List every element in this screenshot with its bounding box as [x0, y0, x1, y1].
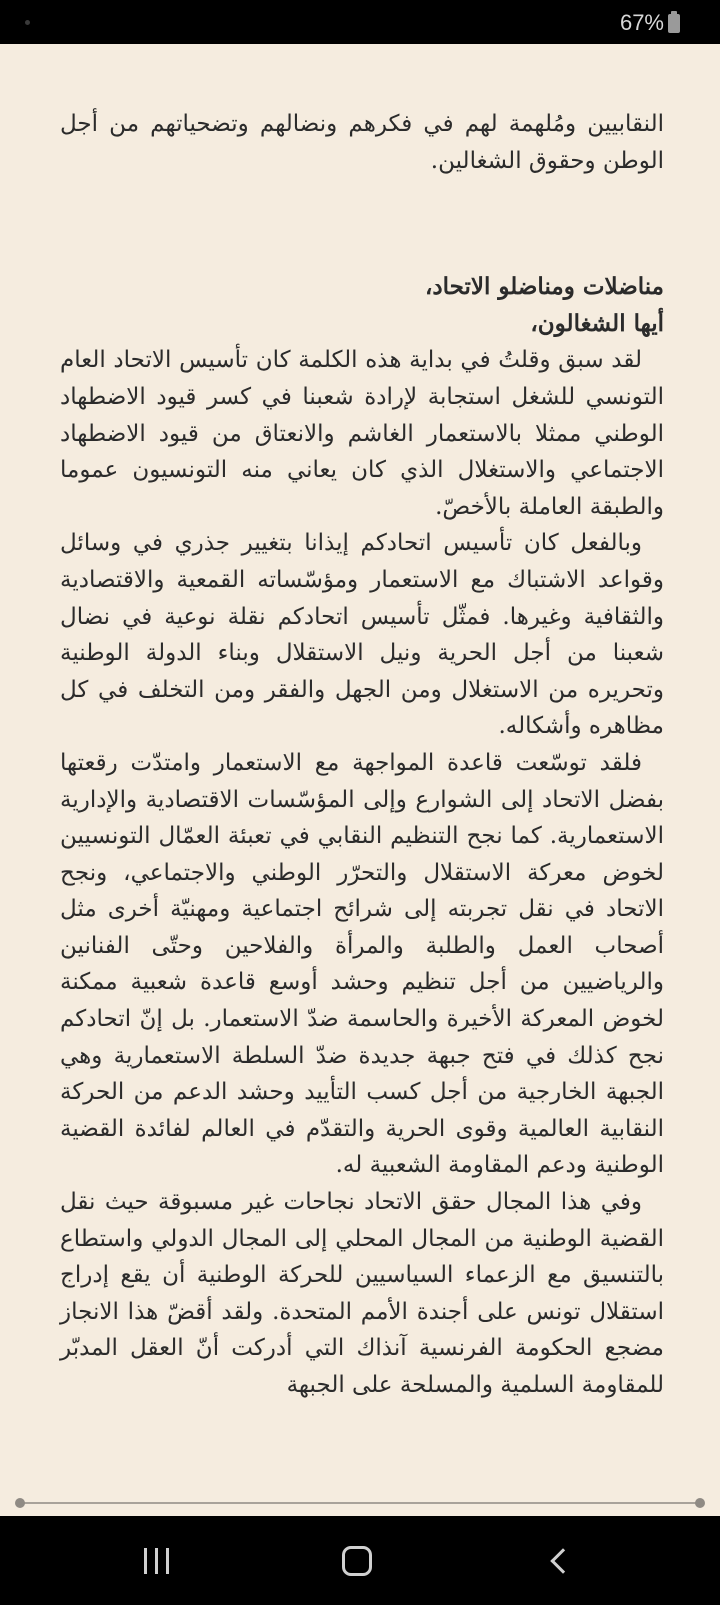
navigation-bar: [0, 1516, 720, 1605]
paragraph-1: لقد سبق وقلتُ في بداية هذه الكلمة كان تأسيس الاتحاد العام التونسي للشغل استجابة لإرادة شعبنا في كسر قيود الاضطهاد الوطني ممثلا بالاستعمار الغاشم والانعتاق من قيود الاضطهاد الاجتماعي والاستغلال الذي كان يعاني منه التونسيون عموما والطبقة العاملة بالأخصّ.: [60, 347, 664, 520]
article-text: [60, 106, 664, 1404]
paragraph-4: وفي هذا المجال حقق الاتحاد نجاحات غير مسبوقة حيث نقل القضية الوطنية من المجال المحلي إلى المجال الدولي واستطاع بالتنسيق مع الزعماء السياسيين للحركة الوطنية أن يقع إدراج استقلال تونس على أجندة الأمم المتحدة. ولقد أقضّ هذا الانجاز مضجع الحكومة الفرنسية آنذاك التي أدركت أنّ العقل المدبّر للمقاومة السلمية والمسلحة على الجبهة: [60, 1189, 664, 1398]
status-bar: [0, 0, 720, 44]
intro-paragraph: النقابيين ومُلهمة لهم في فكرهم ونضالهم وتضحياتهم من أجل الوطن وحقوق الشغالين.: [60, 111, 664, 174]
paragraph-2: وبالفعل كان تأسيس اتحادكم إيذانا بتغيير جذري في وسائل وقواعد الاشتباك مع الاستعمار ومؤسّساته القمعية والاقتصادية والثقافية وغيرها. فمثّل تأسيس اتحادكم نقلة نوعية في نضال شعبنا من أجل الحرية ونيل الاستقلال وبناء الدولة الوطنية وتحريره من الاستغلال ومن الجهل والفقر ومن التخلف في كل مظاهره وأشكاله.: [60, 530, 664, 740]
progress-end-marker[interactable]: [695, 1498, 705, 1508]
battery-percentage: 67%: [619, 10, 664, 35]
section-gap: [60, 179, 664, 269]
reading-progress-bar[interactable]: [17, 1498, 703, 1508]
home-button[interactable]: [327, 1538, 387, 1584]
progress-start-marker: [15, 1498, 25, 1508]
battery-icon: [668, 14, 680, 33]
notification-dot-icon: [25, 20, 30, 25]
greeting-line-1: مناضلات ومناضلو الاتحاد،: [424, 273, 664, 301]
recents-button[interactable]: [126, 1538, 186, 1584]
back-icon: [550, 1548, 575, 1573]
reader-page[interactable]: [0, 44, 720, 1516]
paragraph-3: فلقد توسّعت قاعدة المواجهة مع الاستعمار وامتدّت رقعتها بفضل الاتحاد إلى الشوارع وإلى المؤسّسات الاقتصادية والإدارية الاستعمارية. كما نجح التنظيم النقابي في تعبئة العمّال التونسيين لخوض معركة الاستقلال والتحرّر الوطني والاجتماعي، ونجح الاتحاد في نقل تجربته إلى شرائح اجتماعية ومهنيّة أخرى مثل أصحاب العمل والطلبة والمرأة والفلاحين وحتّى الفنانين والرياضيين من أجل تنظيم وحشد أوسع قاعدة شعبية ممكنة لخوض المعركة الأخيرة والحاسمة ضدّ الاستعمار. بل إنّ اتحادكم نجح كذلك في فتح جبهة جديدة ضدّ السلطة الاستعمارية وهي الجبهة الخارجية من أجل كسب التأييد وحشد الدعم من الحركة النقابية العالمية وقوى الحرية والتقدّم في العالم لفائدة القضية الوطنية ودعم المقاومة الشعبية له.: [60, 749, 664, 1179]
back-button[interactable]: [530, 1538, 590, 1584]
greeting-line-2: أيها الشغالون،: [530, 309, 664, 337]
recents-icon: [144, 1548, 169, 1574]
battery-indicator: [620, 11, 680, 35]
home-icon: [342, 1546, 372, 1576]
progress-track: [17, 1502, 703, 1504]
